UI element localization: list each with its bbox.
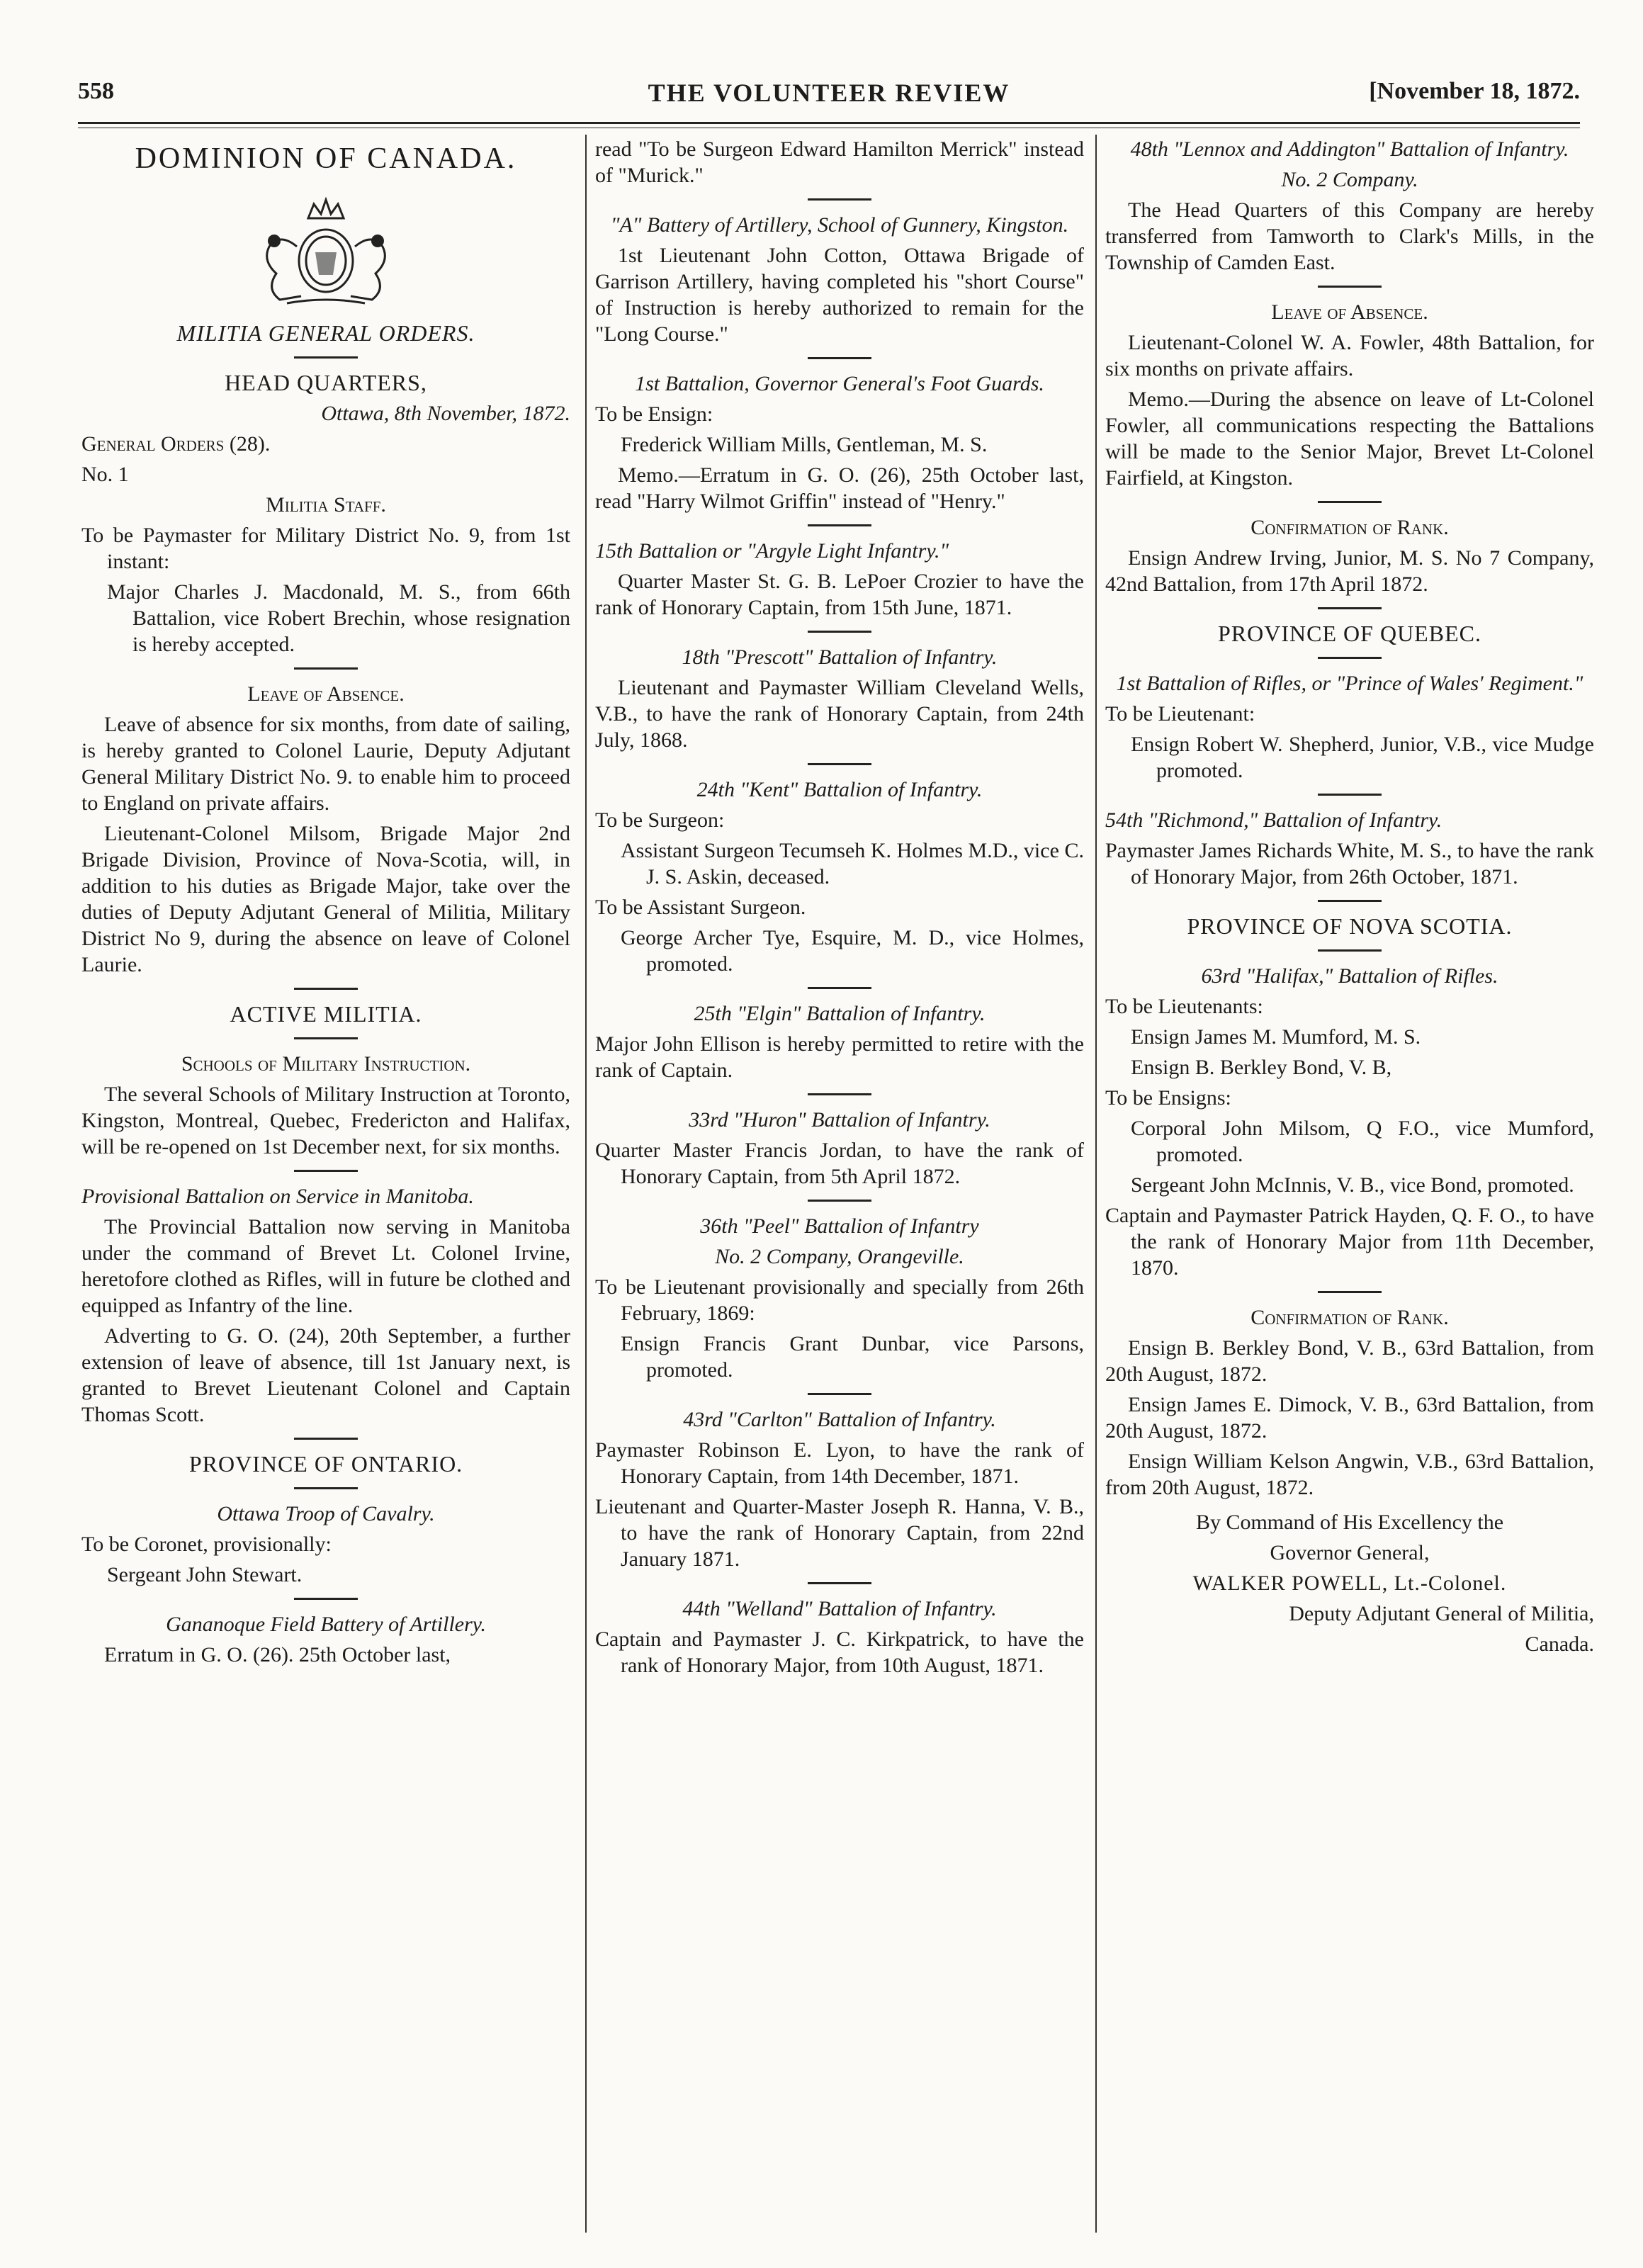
hayden-entry: Captain and Paymaster Patrick Hayden, Q. F. O., to have the rank of Honorary Major from 11th December, 1870. [1105, 1204, 1594, 1280]
divider [808, 357, 871, 359]
lieutenant-provisional-line: To be Lieutenant provisionally and specially from 26th February, 1869: [595, 1275, 1084, 1325]
lennox-heading: 48th "Lennox and Addington" Battalion of Infantry. [1130, 137, 1569, 161]
guards-heading: 1st Battalion, Governor General's Foot Guards. [635, 372, 1044, 395]
bond-entry: Ensign B. Berkley Bond, V. B, [1131, 1056, 1392, 1079]
gananoque-heading: Gananoque Field Battery of Artillery. [166, 1613, 486, 1636]
adverting-text: Adverting to G. O. (24), 20th September, a further extension of leave of absence, till 1st January next, is granted to Brevet Lieutenant Colonel and Captain Thomas Scott. [81, 1324, 570, 1426]
divider [808, 631, 871, 633]
signature-title: Deputy Adjutant General of Militia, [1289, 1602, 1594, 1625]
kirkpatrick-text: Captain and Paymaster J. C. Kirkpatrick, to have the rank of Honorary Major, from 10th August, 1871. [595, 1627, 1084, 1677]
bond-confirmation: Ensign B. Berkley Bond, V. B., 63rd Battalion, from 20th August, 1872. [1105, 1336, 1594, 1386]
militia-staff-heading: Militia Staff. [266, 493, 386, 517]
mumford-entry: Ensign James M. Mumford, M. S. [1131, 1025, 1421, 1049]
ensigns-line: To be Ensigns: [1105, 1086, 1231, 1110]
kent-heading: 24th "Kent" Battalion of Infantry. [696, 778, 983, 801]
erratum-line: Erratum in G. O. (26). 25th October last, [104, 1643, 451, 1666]
divider [1318, 900, 1382, 902]
orders-title: MILITIA GENERAL ORDERS. [176, 320, 475, 346]
by-command: By Command of His Excellency the [1195, 1511, 1504, 1534]
richmond-heading: 54th "Richmond," Battalion of Infantry. [1105, 808, 1442, 832]
surgeon-line: To be Surgeon: [595, 808, 725, 832]
paymaster-appointment: To be Paymaster for Military District No. 9, from 1st instant: [81, 524, 570, 573]
battery-heading: "A" Battery of Artillery, School of Gunnery, Kingston. [610, 213, 1069, 237]
page-header [78, 78, 1580, 118]
general-orders-number: General Orders (28). [81, 432, 271, 456]
coronet-line: To be Coronet, provisionally: [81, 1533, 332, 1556]
divider [1318, 949, 1382, 952]
leave-text: Leave of absence for six months, from date of sailing, is hereby granted to Colonel Laurie, Deputy Adjutant General Military District No. 9. to enable him to proceed to England on private affairs. [81, 713, 570, 815]
divider [1318, 286, 1382, 288]
carlton-heading: 43rd "Carlton" Battalion of Infantry. [683, 1408, 996, 1431]
section-title: DOMINION OF CANADA. [135, 142, 517, 175]
peel-heading: 36th "Peel" Battalion of Infantry [700, 1214, 979, 1238]
divider [1318, 1291, 1382, 1293]
column-divider-2 [1095, 135, 1097, 2233]
assistant-surgeon-line: To be Assistant Surgeon. [595, 896, 806, 919]
provisional-text: The Provincial Battalion now serving in Manitoba under the command of Brevet Lt. Colonel Irvine, heretofore clothed as Rifles, will in future be clothed and equipped as Infantry of the line. [81, 1215, 570, 1317]
headquarters-transfer-text: The Head Quarters of this Company are hereby transferred from Tamworth to Clark's Mills, in the Township of Camden East. [1105, 198, 1594, 274]
mcinnis-entry: Sergeant John McInnis, V. B., vice Bond, promoted. [1131, 1173, 1574, 1197]
divider [808, 1393, 871, 1395]
province-nova-scotia-heading: PROVINCE OF NOVA SCOTIA. [1187, 913, 1513, 939]
orangeville-subheading: No. 2 Company, Orangeville. [715, 1245, 964, 1268]
hanna-text: Lieutenant and Quarter-Master Joseph R. Hanna, V. B., to have the rank of Honorary Captain, from 22nd January 1871. [595, 1495, 1084, 1571]
memo-fowler: Memo.—During the absence on leave of Lt-Colonel Fowler, all communications respecting the Battalions will be made to the Senior Major, Brevet Lt-Colonel Fairfield, at Kingston. [1105, 388, 1594, 490]
dimock-confirmation: Ensign James E. Dimock, V. B., 63rd Battalion, from 20th August, 1872. [1105, 1393, 1594, 1443]
fowler-text: Lieutenant-Colonel W. A. Fowler, 48th Battalion, for six months on private affairs. [1105, 331, 1594, 380]
jordan-text: Quarter Master Francis Jordan, to have the rank of Honorary Captain, from 5th April 1872. [595, 1139, 1084, 1188]
signature-country: Canada. [1525, 1632, 1594, 1656]
lyon-text: Paymaster Robinson E. Lyon, to have the rank of Honorary Captain, from 14th December, 1871. [595, 1438, 1084, 1488]
schools-heading: Schools of Military Instruction. [181, 1052, 471, 1076]
lieutenant-line: To be Lieutenant: [1105, 702, 1255, 726]
cavalry-heading: Ottawa Troop of Cavalry. [217, 1502, 435, 1525]
huron-heading: 33rd "Huron" Battalion of Infantry. [689, 1108, 990, 1132]
rifles-heading: 1st Battalion of Rifles, or "Prince of Wales' Regiment." [1116, 672, 1583, 695]
divider [294, 1438, 358, 1440]
leave-heading-2: Leave of Absence. [1271, 300, 1428, 324]
argyle-heading: 15th Battalion or "Argyle Light Infantry." [595, 539, 949, 563]
no2-company: No. 2 Company. [1281, 168, 1418, 191]
order-number: No. 1 [81, 463, 129, 486]
column-2 [595, 136, 1084, 2240]
divider [294, 667, 358, 670]
holmes-entry: Assistant Surgeon Tecumseh K. Holmes M.D., vice C. J. S. Askin, deceased. [621, 839, 1084, 888]
divider [1318, 657, 1382, 659]
divider [808, 987, 871, 989]
divider [1318, 607, 1382, 609]
stewart-entry: Sergeant John Stewart. [107, 1563, 303, 1586]
provisional-heading: Provisional Battalion on Service in Manitoba. [81, 1185, 474, 1208]
shepherd-entry: Ensign Robert W. Shepherd, Junior, V.B., vice Mudge promoted. [1131, 733, 1594, 782]
confirmation-heading: Confirmation of Rank. [1250, 516, 1449, 539]
dateline: Ottawa, 8th November, 1872. [321, 402, 570, 425]
memo-griffin: Memo.—Erratum in G. O. (26), 25th October last, read "Harry Wilmot Griffin" instead of "Henry." [595, 463, 1084, 513]
wells-text: Lieutenant and Paymaster William Cleveland Wells, V.B., to have the rank of Honorary Captain, from 24th July, 1868. [595, 676, 1084, 752]
irving-text: Ensign Andrew Irving, Junior, M. S. No 7 Company, 42nd Battalion, from 17th April 1872. [1105, 546, 1594, 596]
confirmation-heading-2: Confirmation of Rank. [1250, 1306, 1449, 1329]
province-ontario-heading: PROVINCE OF ONTARIO. [188, 1451, 463, 1477]
divider [1318, 501, 1382, 503]
active-militia-heading: ACTIVE MILITIA. [230, 1001, 422, 1027]
lieutenants-line: To be Lieutenants: [1105, 995, 1263, 1018]
column-3 [1105, 136, 1594, 2240]
divider [808, 198, 871, 201]
divider [294, 1170, 358, 1172]
white-entry: Paymaster James Richards White, M. S., to have the rank of Honorary Major, from 26th October, 1871. [1105, 839, 1594, 888]
ellison-text: Major John Ellison is hereby permitted to retire with the rank of Captain. [595, 1032, 1084, 1082]
governor-general: Governor General, [1270, 1541, 1430, 1564]
header-rule [78, 122, 1580, 124]
divider [294, 1598, 358, 1600]
divider [808, 524, 871, 526]
column-divider-1 [585, 135, 587, 2233]
macdonald-entry: Major Charles J. Macdonald, M. S., from 66th Battalion, vice Robert Brechin, whose resignation is hereby accepted. [107, 580, 570, 656]
divider [808, 763, 871, 765]
ensign-line: To be Ensign: [595, 402, 713, 426]
divider [1318, 794, 1382, 796]
halifax-heading: 63rd "Halifax," Battalion of Rifles. [1201, 964, 1498, 988]
cotton-text: 1st Lieutenant John Cotton, Ottawa Brigade of Garrison Artillery, having completed his "short Course" of Instruction is hereby authorized to remain for the "Long Course." [595, 244, 1084, 346]
province-quebec-heading: PROVINCE OF QUEBEC. [1218, 621, 1481, 646]
royal-crest-icon [237, 190, 414, 310]
schools-text: The several Schools of Military Instruction at Toronto, Kingston, Montreal, Quebec, Fredericton and Halifax, will be re-opened on 1st December next, for six months. [81, 1083, 570, 1158]
divider [808, 1200, 871, 1202]
milsom-text: Lieutenant-Colonel Milsom, Brigade Major 2nd Brigade Division, Province of Nova-Scotia, will, in addition to his duties as Brigade Major, take over the duties of Deputy Adjutant General of Militia, Military District No 9, during the absence on leave of Colonel Laurie. [81, 822, 570, 976]
publication-title: THE VOLUNTEER REVIEW [648, 79, 1010, 107]
mills-entry: Frederick William Mills, Gentleman, M. S. [621, 433, 988, 456]
angwin-confirmation: Ensign William Kelson Angwin, V.B., 63rd Battalion, from 20th August, 1872. [1105, 1450, 1594, 1499]
divider [808, 1582, 871, 1584]
erratum-continued: read "To be Surgeon Edward Hamilton Merrick" instead of "Murick." [595, 137, 1084, 187]
column-1 [81, 136, 570, 2240]
issue-date: [November 18, 1872. [1369, 78, 1580, 104]
divider [294, 356, 358, 359]
crozier-text: Quarter Master St. G. B. LePoer Crozier to have the rank of Honorary Captain, from 15th June, 1871. [595, 570, 1084, 619]
divider [808, 1093, 871, 1095]
tye-entry: George Archer Tye, Esquire, M. D., vice Holmes, promoted. [621, 926, 1084, 976]
elgin-heading: 25th "Elgin" Battalion of Infantry. [694, 1002, 986, 1025]
milsom-corporal-entry: Corporal John Milsom, Q F.O., vice Mumford, promoted. [1131, 1117, 1594, 1166]
dunbar-entry: Ensign Francis Grant Dunbar, vice Parsons, promoted. [621, 1332, 1084, 1382]
divider [294, 1487, 358, 1489]
divider [294, 988, 358, 990]
page-number: 558 [78, 78, 114, 104]
headquarters: HEAD QUARTERS, [225, 370, 427, 395]
prescott-heading: 18th "Prescott" Battalion of Infantry. [682, 645, 998, 669]
leave-heading: Leave of Absence. [247, 682, 405, 706]
signature-name: WALKER POWELL, Lt.-Colonel. [1192, 1572, 1507, 1595]
divider [294, 1037, 358, 1039]
welland-heading: 44th "Welland" Battalion of Infantry. [682, 1597, 997, 1620]
